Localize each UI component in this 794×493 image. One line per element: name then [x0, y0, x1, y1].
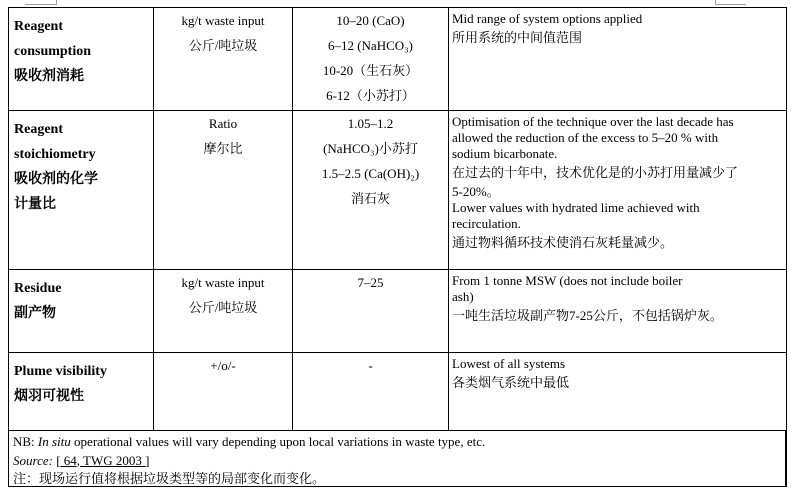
comment-line: Lowest of all systems [452, 356, 566, 371]
footnote-nb-line [13, 433, 781, 452]
comment-line: recirculation. [452, 216, 521, 231]
comment-line-cn: 在过去的十年中，技术优化是的小苏打用量减少了 [452, 165, 739, 180]
gridline-artifact-right [715, 0, 746, 5]
unit-line: kg/t waste input [181, 275, 265, 290]
comment-cell [449, 270, 786, 353]
unit-line: +/o/- [210, 358, 236, 373]
param-cell-residue [9, 270, 154, 353]
unit-line-cn: 公斤/吨垃圾 [188, 300, 258, 315]
value-line: 6–12 (NaHCO₃) [327, 38, 414, 53]
comment-line: Lower values with hydrated lime achieved with [452, 200, 700, 215]
param-line-cn: 烟羽可视性 [14, 389, 84, 404]
param-cell-plume-visibility [9, 353, 154, 431]
value-line: 7–25 [357, 275, 384, 290]
value-line: 1.05–1.2 [347, 116, 394, 131]
comment-line: sodium bicarbonate. [452, 146, 558, 161]
comment-line: Mid range of system options applied [452, 11, 643, 26]
comment-line: From 1 tonne MSW (does not include boiler [452, 273, 683, 288]
comment-line-cn: 所用系统的中间值范围 [452, 30, 583, 45]
footnote-cn-line: 注：现场运行值将根据垃圾类型等的局部变化而变化。 [13, 471, 326, 486]
footnote-source-line [13, 452, 781, 471]
unit-line: kg/t waste input [181, 13, 265, 28]
unit-cell [154, 111, 293, 270]
param-line: Reagent [14, 19, 63, 34]
value-line-cn: 10-20（生石灰） [322, 63, 419, 78]
value-cell [293, 270, 449, 353]
param-line: consumption [14, 44, 92, 59]
unit-cell [154, 353, 293, 431]
reagent-parameters-table [8, 7, 787, 487]
comment-line-cn: 一吨生活垃圾副产物7-25公斤，不包括锅炉灰。 [452, 308, 723, 323]
unit-cell [154, 270, 293, 353]
param-line-cn: 计量比 [14, 197, 56, 212]
source-label: Source: [13, 452, 53, 468]
unit-cell [154, 8, 293, 111]
value-cell [293, 353, 449, 431]
source-reference: [ 64, TWG 2003 ] [56, 452, 150, 468]
param-line: Residue [14, 281, 62, 296]
param-cell-reagent-consumption [9, 8, 154, 111]
value-line-cn: 6-12（小苏打） [326, 88, 415, 103]
param-line-cn: 吸收剂的化学 [14, 172, 98, 187]
param-line: Reagent [14, 122, 63, 137]
comment-cell [449, 8, 786, 111]
value-cell [293, 8, 449, 111]
nb-prefix: NB: [13, 434, 38, 449]
nb-italic-in-situ: In situ [37, 434, 71, 449]
comment-line: ash) [452, 289, 474, 304]
param-line: stoichiometry [14, 147, 96, 162]
comment-cell [449, 353, 786, 431]
comment-line: Optimisation of the technique over the last decade has [452, 114, 734, 129]
comment-line-cn: 各类烟气系统中最低 [452, 375, 570, 390]
value-cell [293, 111, 449, 270]
value-line-cn: 消石灰 [350, 191, 390, 206]
nb-rest: operational values will vary depending upon local variations in waste type, etc. [70, 434, 486, 449]
unit-line-cn: 摩尔比 [203, 141, 243, 156]
unit-line: Ratio [208, 116, 238, 131]
value-line: - [368, 358, 373, 373]
gridline-artifact-left [25, 0, 57, 5]
comment-cell [449, 111, 786, 270]
unit-line-cn: 公斤/吨垃圾 [188, 38, 258, 53]
value-line: (NaHCO₃)小苏打 [323, 141, 418, 156]
param-line-cn: 吸收剂消耗 [14, 69, 84, 84]
comment-line-cn: 通过物料循环技术使消石灰耗量减少。 [452, 235, 674, 250]
comment-line-cn: 5-20%。 [452, 184, 500, 199]
value-line: 1.5–2.5 (Ca(OH)₂) [321, 166, 420, 181]
param-cell-reagent-stoichiometry [9, 111, 154, 270]
param-line-cn: 副产物 [14, 306, 56, 321]
comment-line: allowed the reduction of the excess to 5–20 % with [452, 130, 719, 145]
table-footnote [9, 431, 786, 486]
value-line: 10–20 (CaO) [336, 13, 405, 28]
param-line: Plume visibility [14, 364, 107, 379]
